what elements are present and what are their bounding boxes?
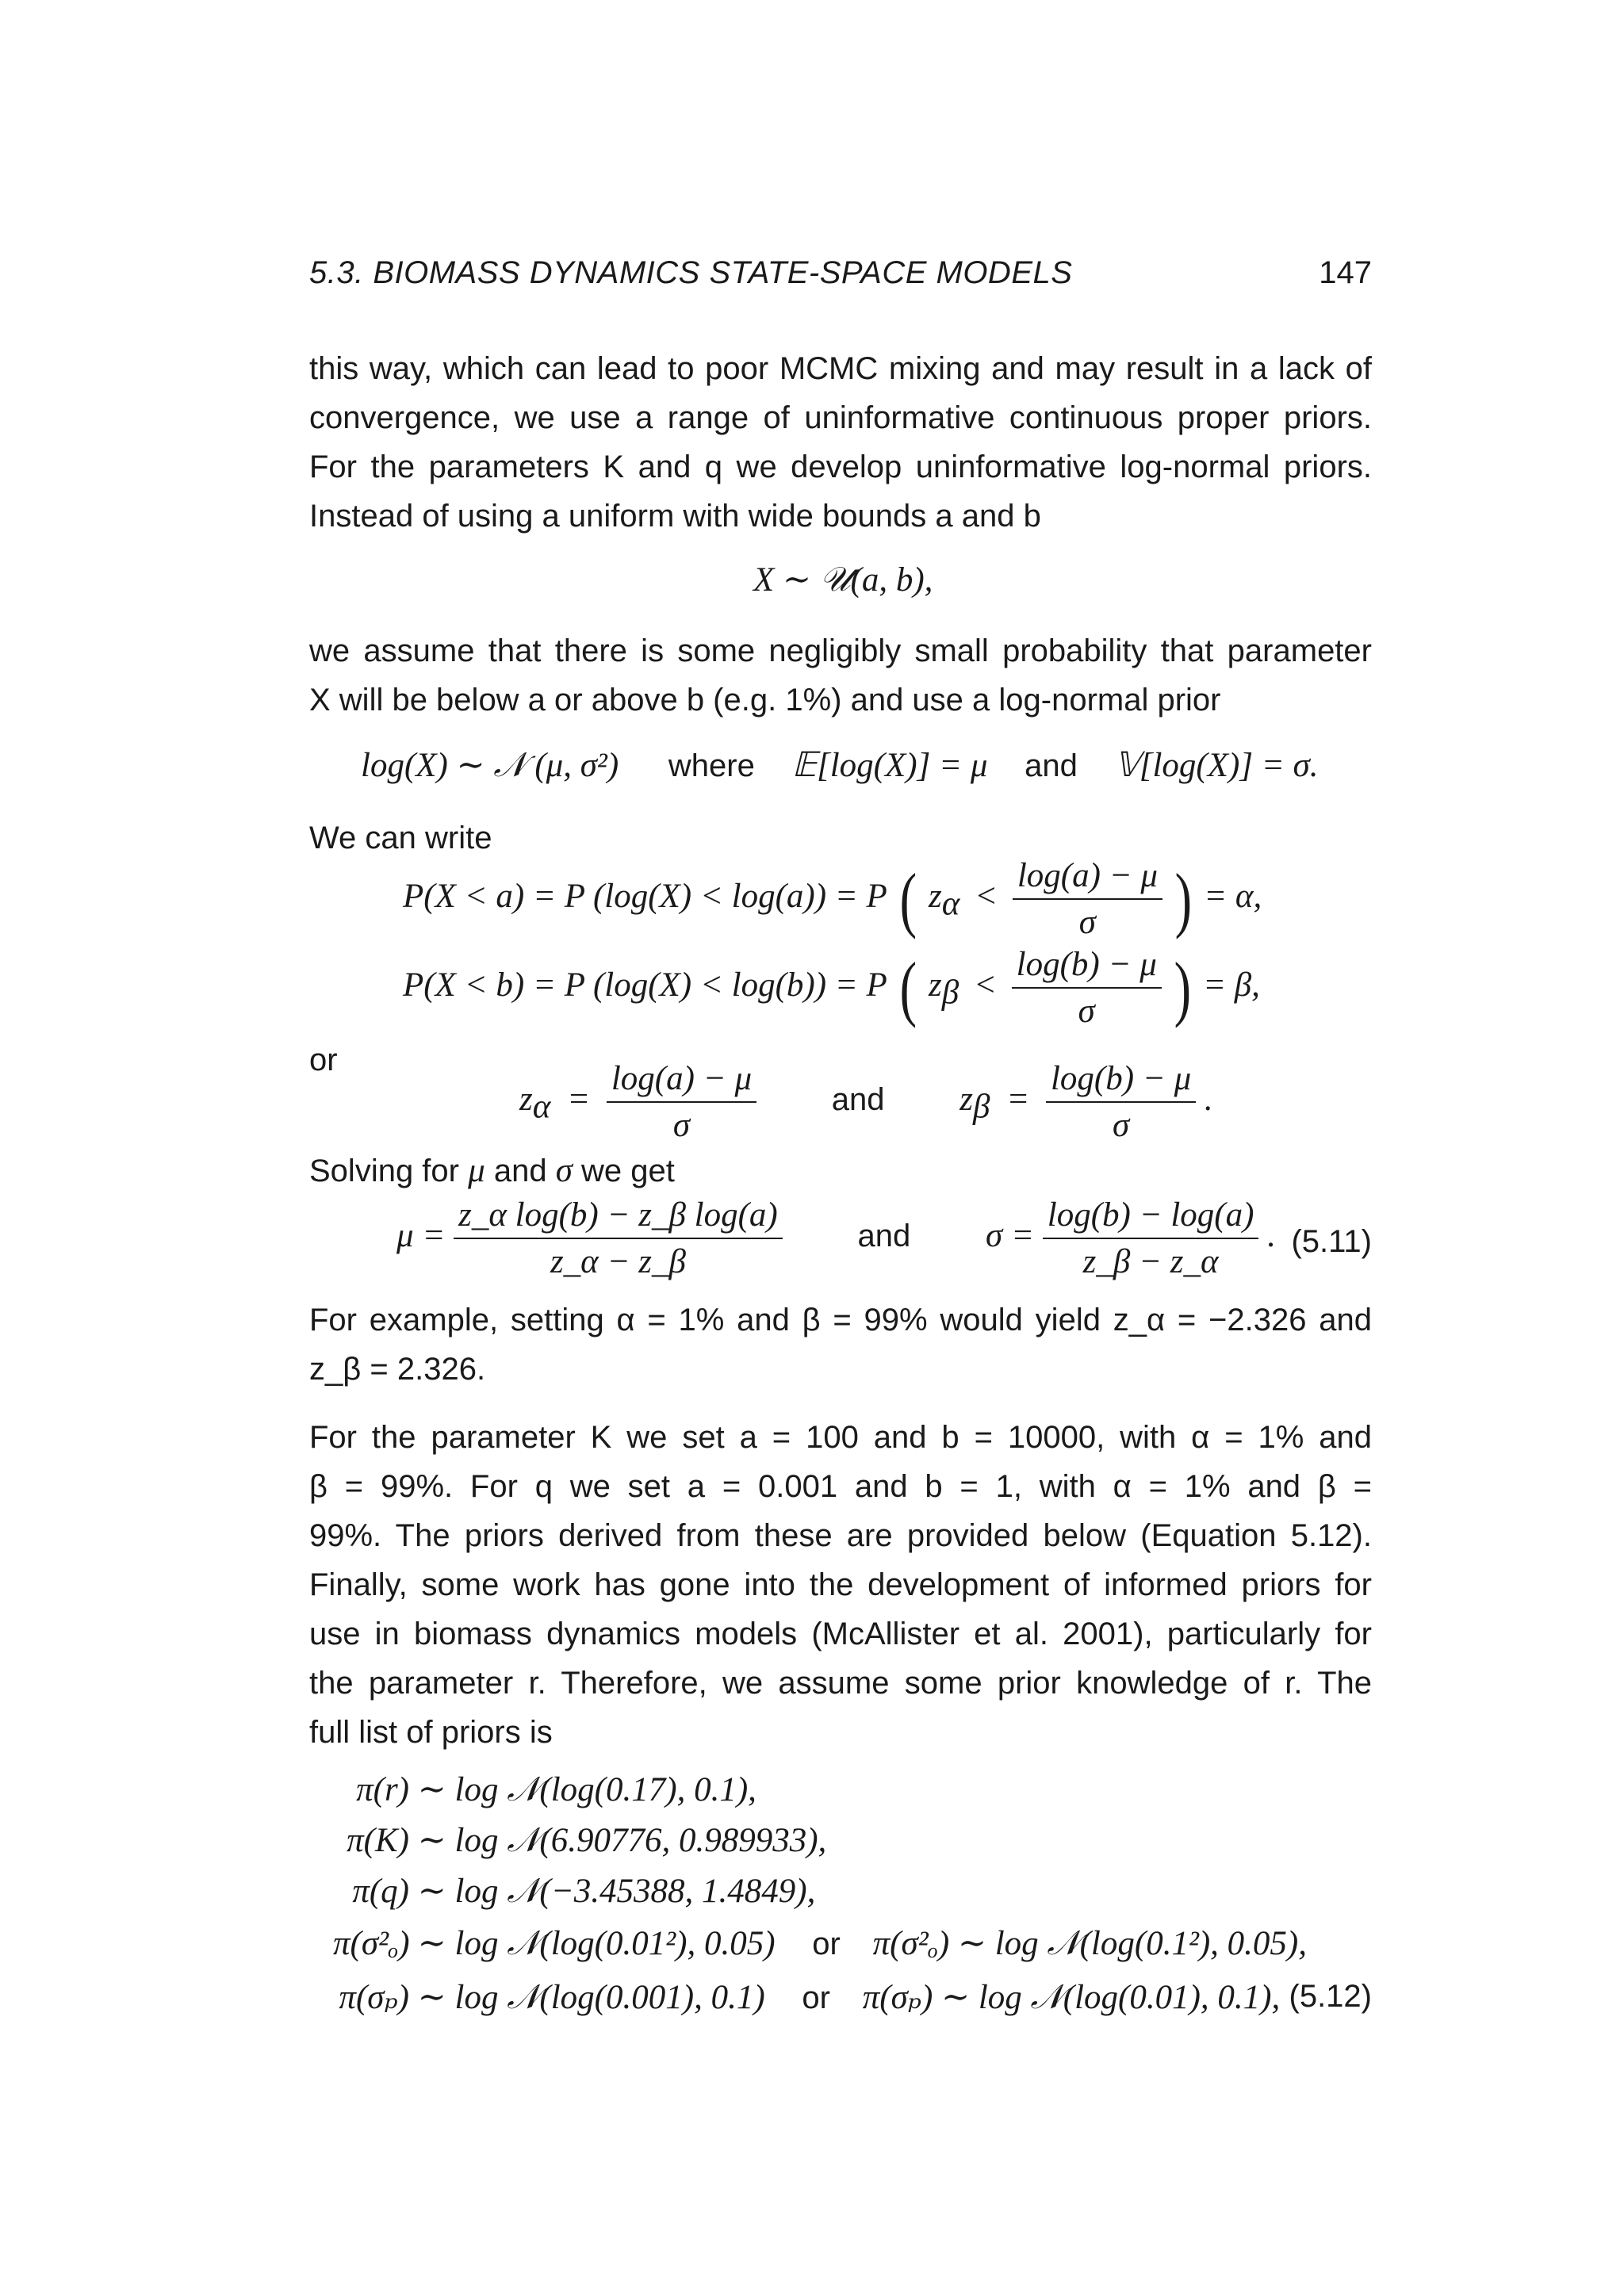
prior-q: π(q) ∼ log 𝒩(−3.45388, 1.4849), — [352, 1873, 816, 1910]
section-title: 5.3. BIOMASS DYNAMICS STATE-SPACE MODELS — [309, 255, 1073, 290]
text-line: X will be below a or above b (e.g. 1%) and use a log-normal prior — [309, 683, 1221, 718]
equation-5-11: μ = $\frac{\text{z\_α log(b) − z\_β log(a)}}{z\_\alpha - z\_\beta}$ and σ = $\frac{\log(b) - \log(a)}{z\_\beta - z\_\alpha}$ . — [396, 1196, 1276, 1280]
paragraph-example — [309, 1295, 1372, 1394]
fraction: $\frac{\log(b) - \mu}{\sigma}$ — [1046, 1059, 1196, 1145]
equation-number-5-12: (5.12) — [1289, 1979, 1372, 2014]
text-line: For the parameters K and q we develop uninformative log-normal priors. — [309, 450, 1372, 484]
text-line: full list of priors is — [309, 1715, 553, 1750]
fraction: $\frac{\log(b) - \mu}{\sigma}$ — [1012, 945, 1162, 1031]
equation-prob-a: P(X < a) = P (log(X) < log(a)) = P ( $z_\alpha$ < $\frac{\log(a) - \mu}{\sigma}$ ) = α, — [403, 857, 1262, 941]
text-line: this way, which can lead to poor MCMC mixing and may result in a lack of — [309, 351, 1372, 386]
text-line: 99%. The priors derived from these are provided below (Equation 5.12). — [309, 1518, 1372, 1553]
prior-sigma-o: π(σ²ₒ) ∼ log 𝒩(log(0.01²), 0.05) or π(σ²ₒ) ∼ log 𝒩(log(0.1²), 0.05), — [333, 1925, 1307, 1962]
paragraph-priors-intro — [309, 344, 1372, 541]
text-line: β = 99%. For q we set a = 0.001 and b = 1, with α = 1% and β = — [309, 1469, 1372, 1504]
prior-r: π(r) ∼ log 𝒩(log(0.17), 0.1), — [356, 1771, 756, 1808]
text-line: we assume that there is some negligibly small probability that parameter — [309, 633, 1372, 668]
text-line: the parameter r. Therefore, we assume some prior knowledge of r. The — [309, 1666, 1372, 1701]
paragraph-solving: Solving for μ and σ we get — [309, 1152, 675, 1189]
equation-uniform: X ∼ 𝒰(a, b), — [753, 561, 933, 599]
text-line: convergence, we use a range of uninformative continuous proper priors. — [309, 400, 1372, 435]
running-header — [309, 255, 1372, 303]
paragraph-lognormal-assumption — [309, 626, 1372, 725]
text-line: z_β = 2.326. — [309, 1352, 486, 1387]
equation-z-values: $z_\alpha$ = $\frac{\log(a) - \mu}{\sigma}$ and $z_\beta$ = $\frac{\log(b) - \mu}{\sigma}$ . — [519, 1060, 1213, 1144]
paragraph-parameter-settings — [309, 1413, 1372, 1757]
text-line: Finally, some work has gone into the development of informed priors for — [309, 1567, 1372, 1602]
paragraph-we-can-write: We can write — [309, 821, 492, 855]
equation-number-5-11: (5.11) — [1291, 1224, 1372, 1259]
fraction: $\frac{\log(b) - \log(a)}{z\_\beta - z\_\alpha}$ — [1043, 1196, 1259, 1281]
equation-lognormal-prior: log(X) ∼ 𝒩 (μ, σ²) where 𝔼[log(X)] = μ and 𝕍[log(X)] = σ. — [361, 747, 1319, 784]
text-line: Instead of using a uniform with wide bounds a and b — [309, 499, 1041, 534]
text-line: For example, setting α = 1% and β = 99% would yield z_α = −2.326 and — [309, 1303, 1372, 1337]
text-line: For the parameter K we set a = 100 and b = 10000, with α = 1% and — [309, 1420, 1372, 1455]
paragraph-or: or — [309, 1043, 338, 1077]
prior-k: π(K) ∼ log 𝒩(6.90776, 0.989933), — [347, 1822, 827, 1859]
equation-prob-b: P(X < b) = P (log(X) < log(b)) = P ( $z_\beta$ < $\frac{\log(b) - \mu}{\sigma}$ ) = β, — [403, 946, 1260, 1030]
fraction: $\frac{\text{z\_α log(b) − z\_β log(a)}}{z\_\alpha - z\_\beta}$ — [454, 1196, 783, 1281]
prior-sigma-p: π(σₚ) ∼ log 𝒩(log(0.001), 0.1) or π(σₚ) ∼ log 𝒩(log(0.01), 0.1), — [339, 1979, 1281, 2016]
page-number: 147 — [1319, 255, 1372, 290]
text-line: use in biomass dynamics models (McAllister et al. 2001), particularly for — [309, 1617, 1372, 1651]
fraction: $\frac{\log(a) - \mu}{\sigma}$ — [607, 1059, 756, 1145]
fraction: $\frac{\log(a) - \mu}{\sigma}$ — [1013, 856, 1162, 942]
